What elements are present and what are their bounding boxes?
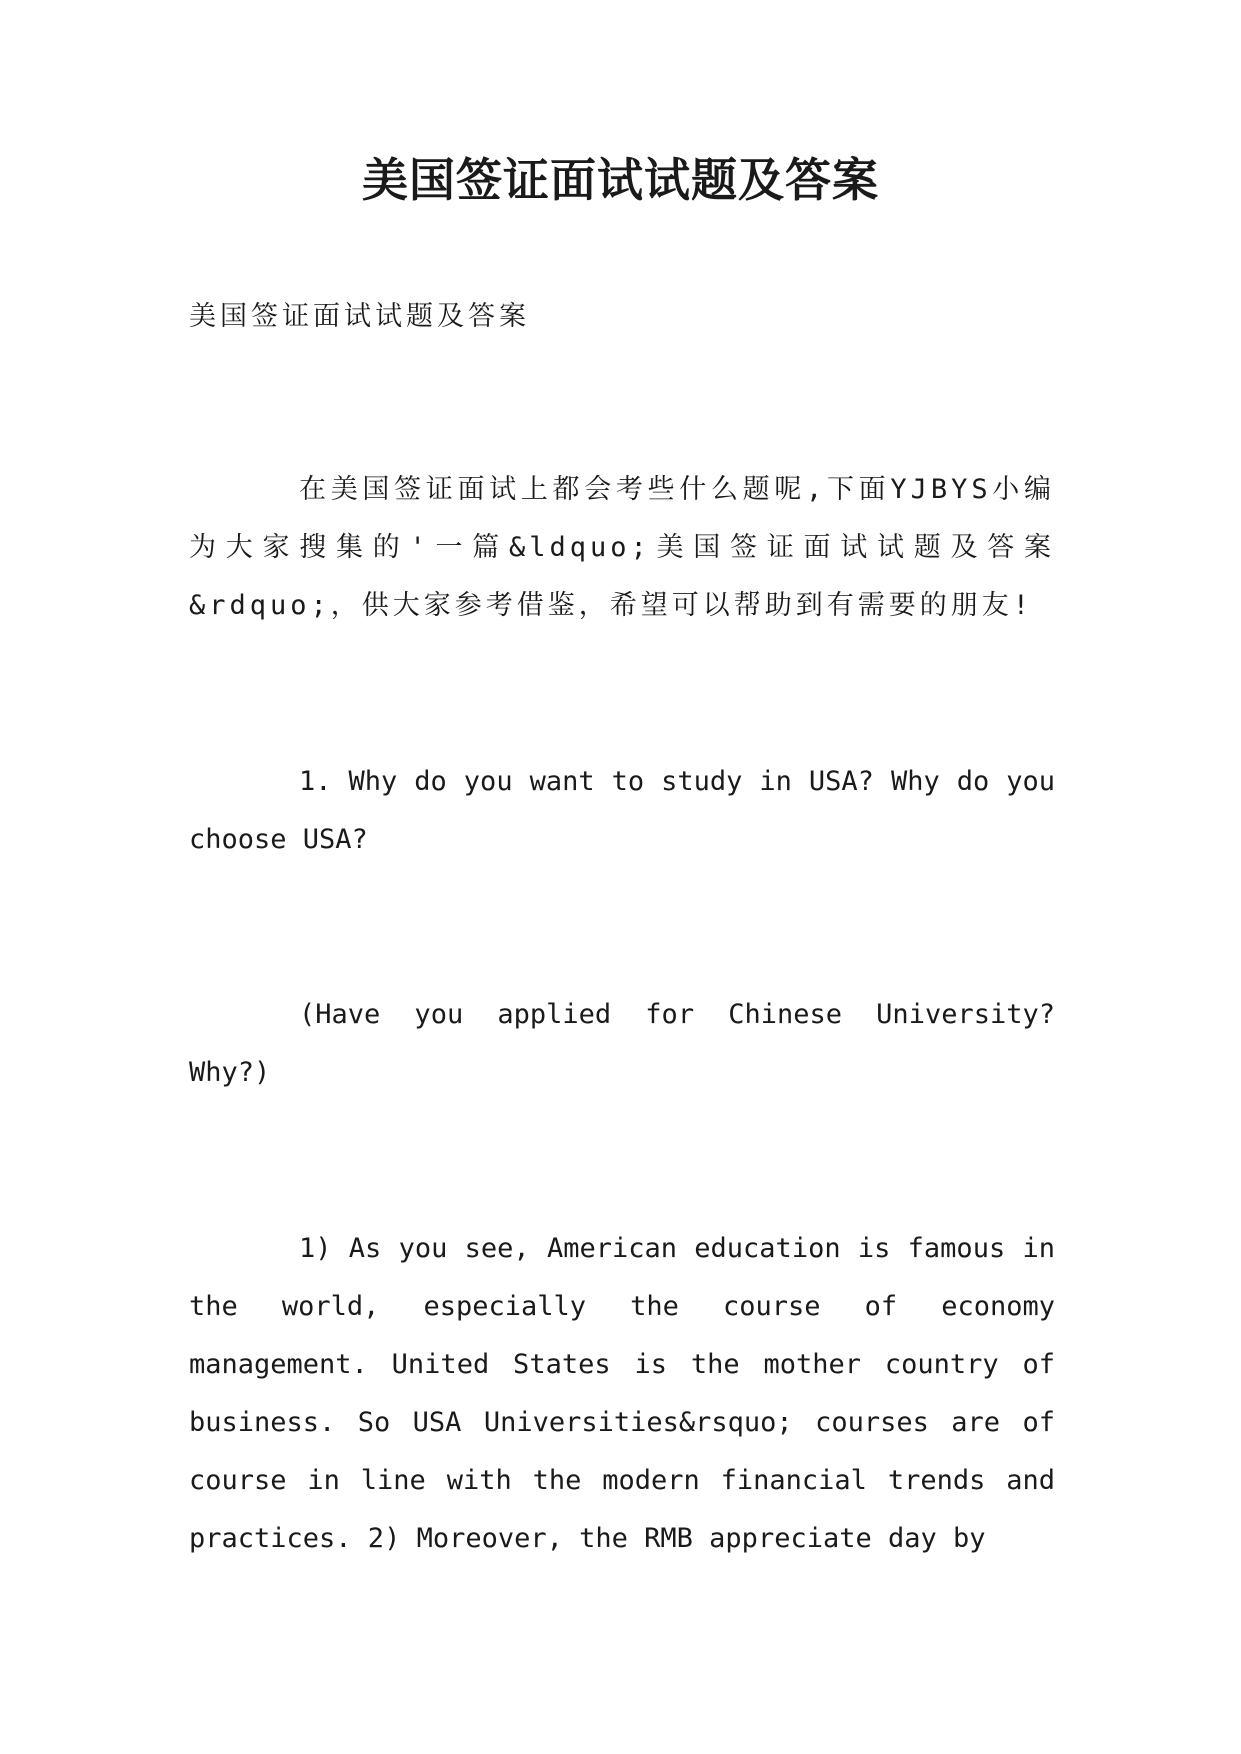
answer-1-paragraph: 1) As you see, American education is famous in the world, especially the course of economy management. United States is the mother country of business. So USA Universities&rsquo; courses are of course in line with the modern financial trends and practices. 2) Moreover, the RMB appreciate day by	[189, 1233, 1055, 1554]
question-1-followup: (Have you applied for Chinese University? Why?)	[189, 999, 1055, 1088]
question-1: 1. Why do you want to study in USA? Why do you choose USA?	[189, 766, 1055, 855]
document-title: 美国签证面试试题及答案	[362, 153, 879, 207]
document-subtitle: 美国签证面试试题及答案	[189, 301, 530, 332]
intro-paragraph: 在美国签证面试上都会考些什么题呢,下面YJBYS小编为大家搜集的'一篇&ldquo;美国签证面试试题及答案&rdquo;，供大家参考借鉴，希望可以帮助到有需要的朋友!	[189, 474, 1056, 621]
